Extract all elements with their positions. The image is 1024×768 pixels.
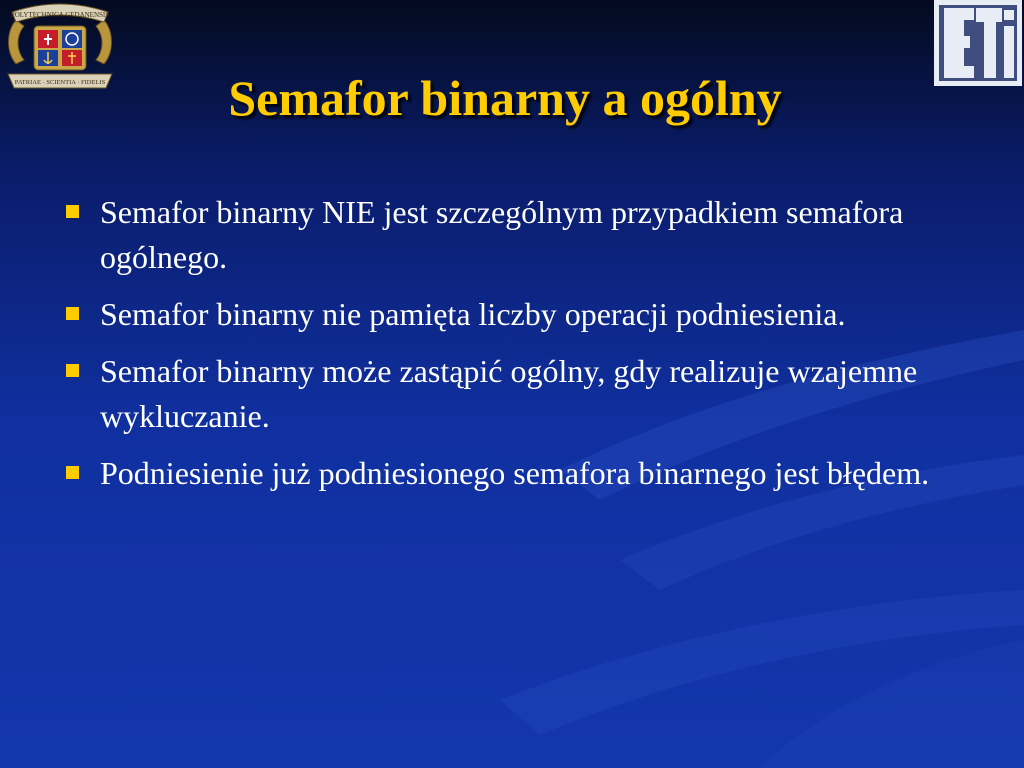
square-bullet-icon: [66, 466, 79, 479]
square-bullet-icon: [66, 364, 79, 377]
slide-title: Semafor binarny a ogólny: [228, 70, 782, 126]
bullet-text: Podniesienie już podniesionego semafora binarnego jest błędem.: [100, 455, 930, 491]
square-bullet-icon: [66, 307, 79, 320]
bullet-text: Semafor binarny NIE jest szczególnym przypadkiem semafora ogólnego.: [100, 194, 904, 275]
bullet-text: Semafor binarny może zastąpić ogólny, gdy realizuje wzajemne wykluczanie.: [100, 353, 918, 434]
bullet-item: [60, 451, 940, 496]
bullet-text: Semafor binarny nie pamięta liczby operacji podniesienia.: [100, 296, 846, 332]
bullet-item: [60, 190, 940, 280]
crest-top-text: POLYTECHNICA GEDANENSIS: [10, 11, 110, 19]
crest-bottom-text: PATRIAE · SCIENTIA · FIDELIS: [14, 79, 106, 86]
bullet-list: [60, 190, 940, 508]
bullet-item: [60, 292, 940, 337]
bullet-item: [60, 349, 940, 439]
square-bullet-icon: [66, 205, 79, 218]
